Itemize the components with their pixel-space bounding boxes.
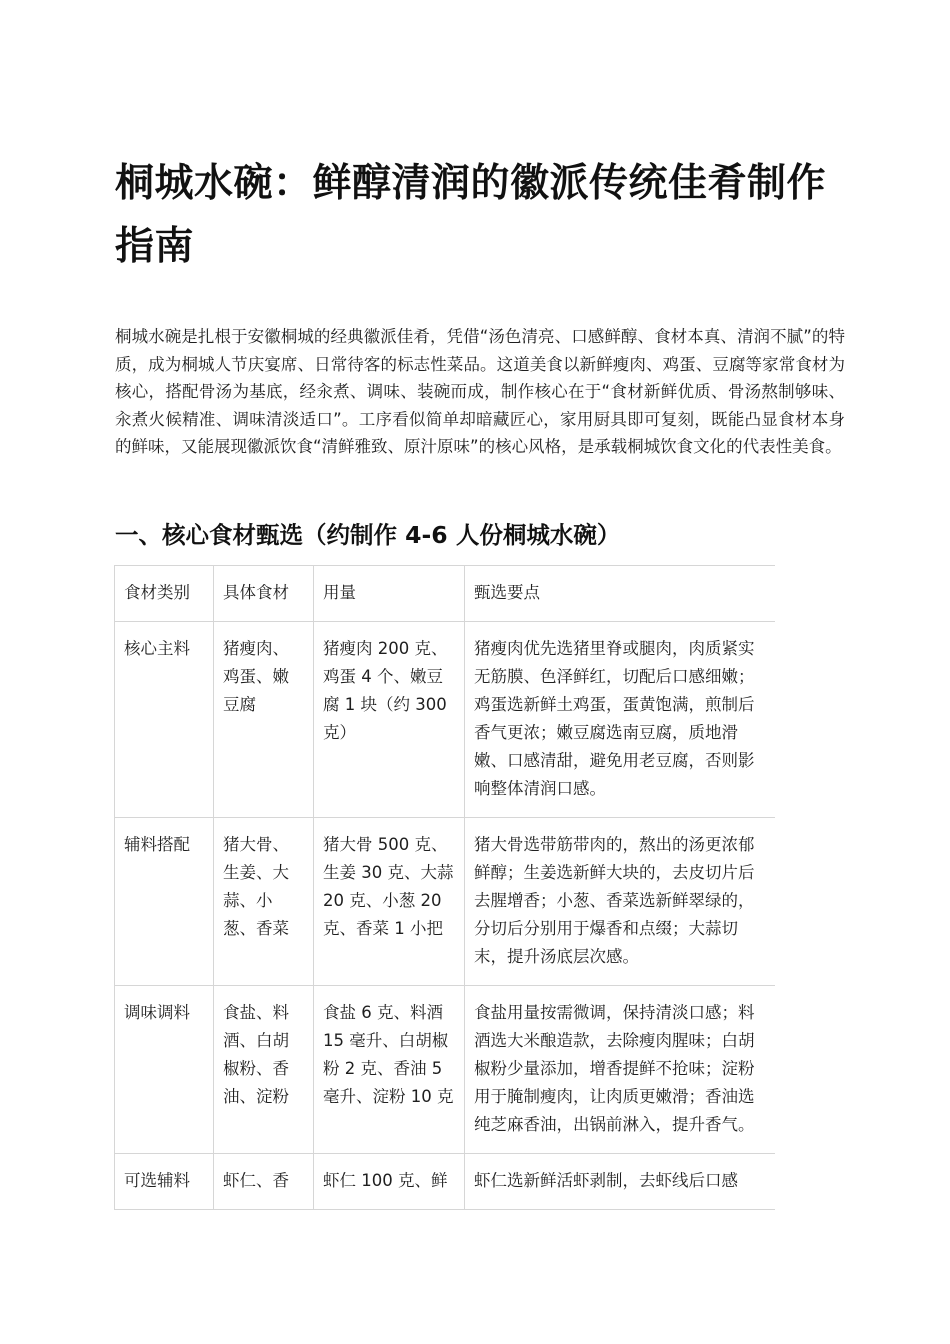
table-row [115,818,776,986]
table-cell-notes: 虾仁选新鲜活虾剥制，去虾线后口感 [465,1154,776,1210]
table-cell-amount: 虾仁 100 克、鲜 [314,1154,465,1210]
table-cell-items: 猪大骨、生姜、大蒜、小葱、香菜 [214,818,314,986]
table-header-cell: 用量 [314,566,465,622]
table-cell-notes: 猪瘦肉优先选猪里脊或腿肉，肉质紧实无筋膜、色泽鲜红，切配后口感细嫩；鸡蛋选新鲜土鸡蛋，蛋黄饱满，煎制后香气更浓；嫩豆腐选南豆腐，质地滑嫩、口感清甜，避免用老豆腐，否则影响整体清润口感。 [465,622,776,818]
intro-paragraph: 桐城水碗是扎根于安徽桐城的经典徽派佳肴，凭借“汤色清亮、口感鲜醇、食材本真、清润不腻”的特质，成为桐城人节庆宴席、日常待客的标志性菜品。这道美食以新鲜瘦肉、鸡蛋、豆腐等家常食材为核心，搭配骨汤为基底，经汆煮、调味、装碗而成，制作核心在于“食材新鲜优质、骨汤熬制够味、汆煮火候精准、调味清淡适口”。工序看似简单却暗藏匠心，家用厨具即可复刻，既能凸显食材本身的鲜味，又能展现徽派饮食“清鲜雅致、原汁原味”的核心风格，是承载桐城饮食文化的代表性美食。 [115,327,845,457]
table-cell-amount: 猪大骨 500 克、生姜 30 克、大蒜 20 克、小葱 20 克、香菜 1 小把 [314,818,465,986]
table-cell-amount: 猪瘦肉 200 克、鸡蛋 4 个、嫩豆腐 1 块（约 300 克） [314,622,465,818]
table-header-cell: 具体食材 [214,566,314,622]
ingredients-table-container [114,565,775,1227]
page-title: 桐城水碗：鲜醇清润的徽派传统佳肴制作指南 [115,161,827,269]
table-row [115,622,776,818]
table-cell-category: 核心主料 [115,622,214,818]
table-header-cell: 食材类别 [115,566,214,622]
table-cell-category: 辅料搭配 [115,818,214,986]
table-row [115,986,776,1154]
table-cell-category: 可选辅料 [115,1154,214,1210]
table-header-cell: 甄选要点 [465,566,776,622]
ingredients-table [114,565,775,1210]
section-heading-ingredients: 一、核心食材甄选（约制作 4-6 人份桐城水碗） [115,521,621,549]
table-cell-items: 食盐、料酒、白胡椒粉、香油、淀粉 [214,986,314,1154]
table-row [115,1154,776,1210]
table-cell-category: 调味调料 [115,986,214,1154]
table-cell-notes: 猪大骨选带筋带肉的，熬出的汤更浓郁鲜醇；生姜选新鲜大块的，去皮切片后去腥增香；小葱、香菜选新鲜翠绿的，分切后分别用于爆香和点缀；大蒜切末，提升汤底层次感。 [465,818,776,986]
table-cell-amount: 食盐 6 克、料酒 15 毫升、白胡椒粉 2 克、香油 5 毫升、淀粉 10 克 [314,986,465,1154]
table-header-row [115,566,776,622]
table-cell-items: 猪瘦肉、鸡蛋、嫩豆腐 [214,622,314,818]
table-cell-items: 虾仁、香 [214,1154,314,1210]
table-cell-notes: 食盐用量按需微调，保持清淡口感；料酒选大米酿造款，去除瘦肉腥味；白胡椒粉少量添加，增香提鲜不抢味；淀粉用于腌制瘦肉，让肉质更嫩滑；香油选纯芝麻香油，出锅前淋入，提升香气。 [465,986,776,1154]
